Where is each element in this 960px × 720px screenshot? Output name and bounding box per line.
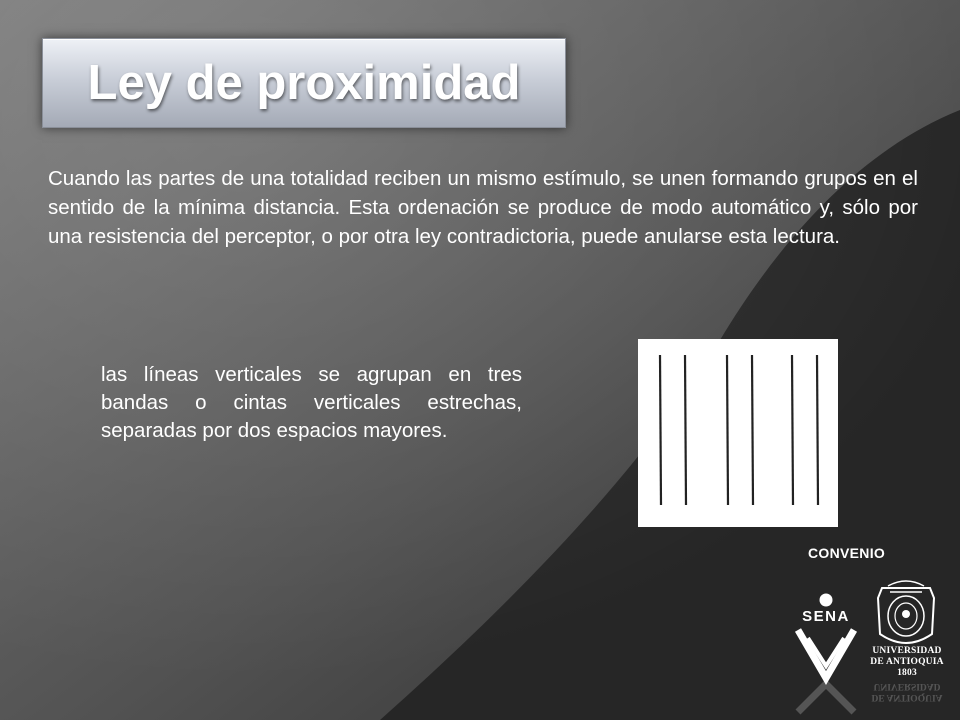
sena-logo-text: SENA <box>802 608 850 625</box>
udea-reflection-line-1: UNIVERSIDAD <box>873 681 941 691</box>
slide-title: Ley de proximidad <box>87 56 521 110</box>
udea-year: 1803 <box>897 668 917 678</box>
convenio-label: CONVENIO <box>808 545 886 561</box>
figure-vertical-line <box>660 355 661 505</box>
figure-vertical-line <box>817 355 818 505</box>
figure-vertical-line <box>752 355 753 505</box>
udea-name-reflection <box>858 680 956 702</box>
title-box <box>42 38 566 128</box>
udea-name <box>858 646 956 679</box>
figure-vertical-line <box>727 355 728 505</box>
figure-caption: las líneas verticales se agrupan en tres bandas o cintas verticales estrechas, separadas por dos espacios mayores. <box>101 363 522 442</box>
sena-logo-icon <box>786 588 866 720</box>
figure-vertical-line <box>685 355 686 505</box>
vertical-lines-figure <box>638 339 838 527</box>
udea-reflection-line-2: DE ANTIOQUIA <box>871 692 943 702</box>
figure-vertical-line <box>792 355 793 505</box>
intro-paragraph: Cuando las partes de una totalidad reciben un mismo estímulo, se unen formando grupos en el sentido de la mínima distancia. Esta ordenación se produce de modo automático y, sólo por una resistencia del perceptor, o por otra ley contradictoria, puede anularse esta lectura. <box>48 167 918 248</box>
udea-line-1: UNIVERSIDAD <box>872 646 942 656</box>
udea-line-2: DE ANTIOQUIA <box>870 657 944 667</box>
proximity-figure <box>638 339 838 527</box>
